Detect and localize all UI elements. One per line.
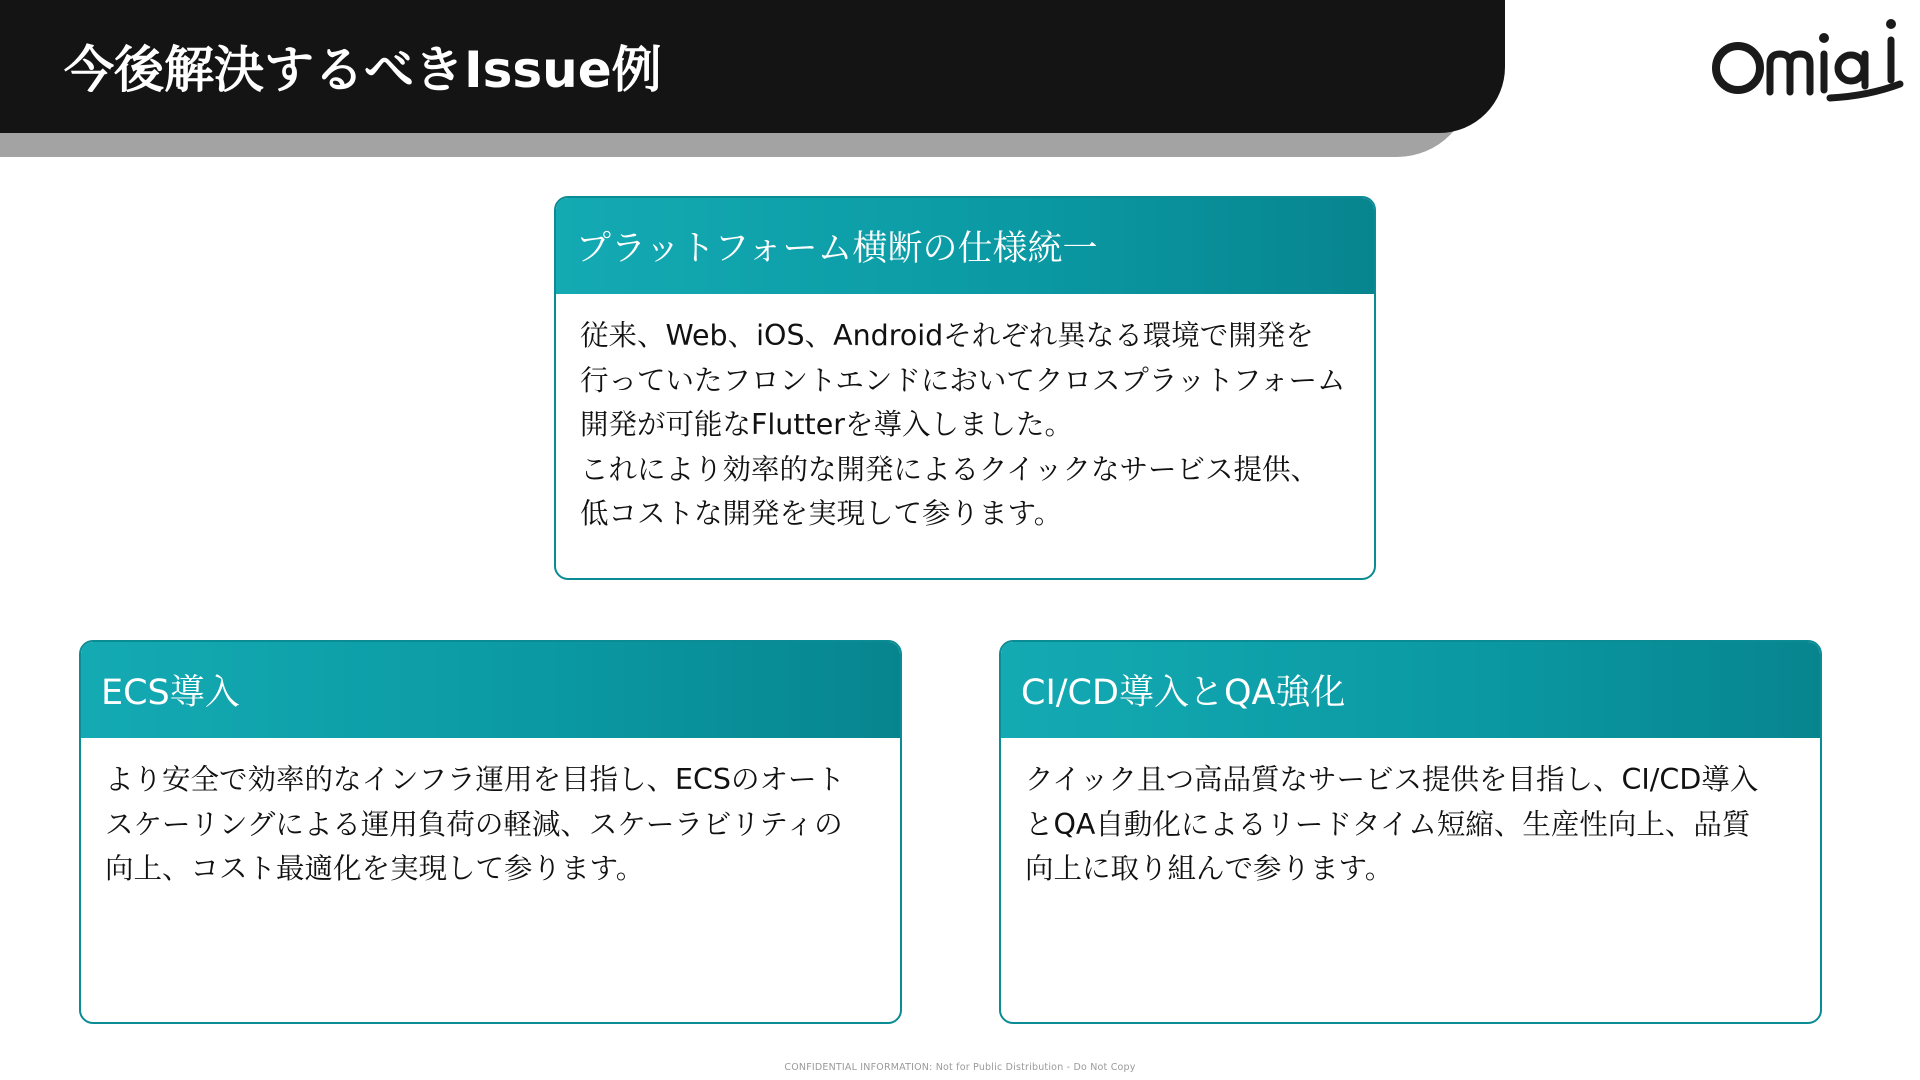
card-text-line: クイック且つ高品質なサービス提供を目指し、CI/CD導入 xyxy=(1025,763,1759,796)
card-text-line: より安全で効率的なインフラ運用を目指し、ECSのオート xyxy=(105,763,845,796)
card-title: ECS導入 xyxy=(101,673,240,713)
omiai-logo xyxy=(1708,14,1908,104)
card-header xyxy=(81,642,900,738)
card-body xyxy=(1001,738,1820,892)
card-text-line: これにより効率的な開発によるクイックなサービス提供、 xyxy=(580,452,1320,486)
card-text-line: とQA自動化によるリードタイム短縮、生産性向上、品質 xyxy=(1025,807,1751,841)
card-text-line: 低コストな開発を実現して参ります。 xyxy=(580,497,1063,530)
card-text-line: 開発が可能なFlutterを導入しました。 xyxy=(580,408,1073,441)
card-title: プラットフォーム横断の仕様統一 xyxy=(576,229,1098,269)
card-text-line: 行っていたフロントエンドにおいてクロスプラットフォーム xyxy=(580,363,1346,397)
card-text-line: スケーリングによる運用負荷の軽減、スケーラビリティの xyxy=(105,807,843,841)
page-title: 今後解決するべきIssue例 xyxy=(64,41,662,99)
card-text-line: 向上に取り組んで参ります。 xyxy=(1025,852,1394,885)
card-title: CI/CD導入とQA強化 xyxy=(1021,673,1346,713)
card-ecs xyxy=(79,640,902,1024)
card-body xyxy=(556,294,1374,537)
card-cicd-qa xyxy=(999,640,1822,1024)
card-body xyxy=(81,738,900,892)
card-text-line: 従来、Web、iOS、Androidそれぞれ異なる環境で開発を xyxy=(580,319,1314,352)
confidential-footer: CONFIDENTIAL INFORMATION: Not for Public Distribution - Do Not Copy xyxy=(784,1062,1136,1073)
card-header xyxy=(1001,642,1820,738)
card-cross-platform xyxy=(554,196,1376,580)
card-header xyxy=(556,198,1374,294)
card-text-line: 向上、コスト最適化を実現して参ります。 xyxy=(105,852,645,885)
